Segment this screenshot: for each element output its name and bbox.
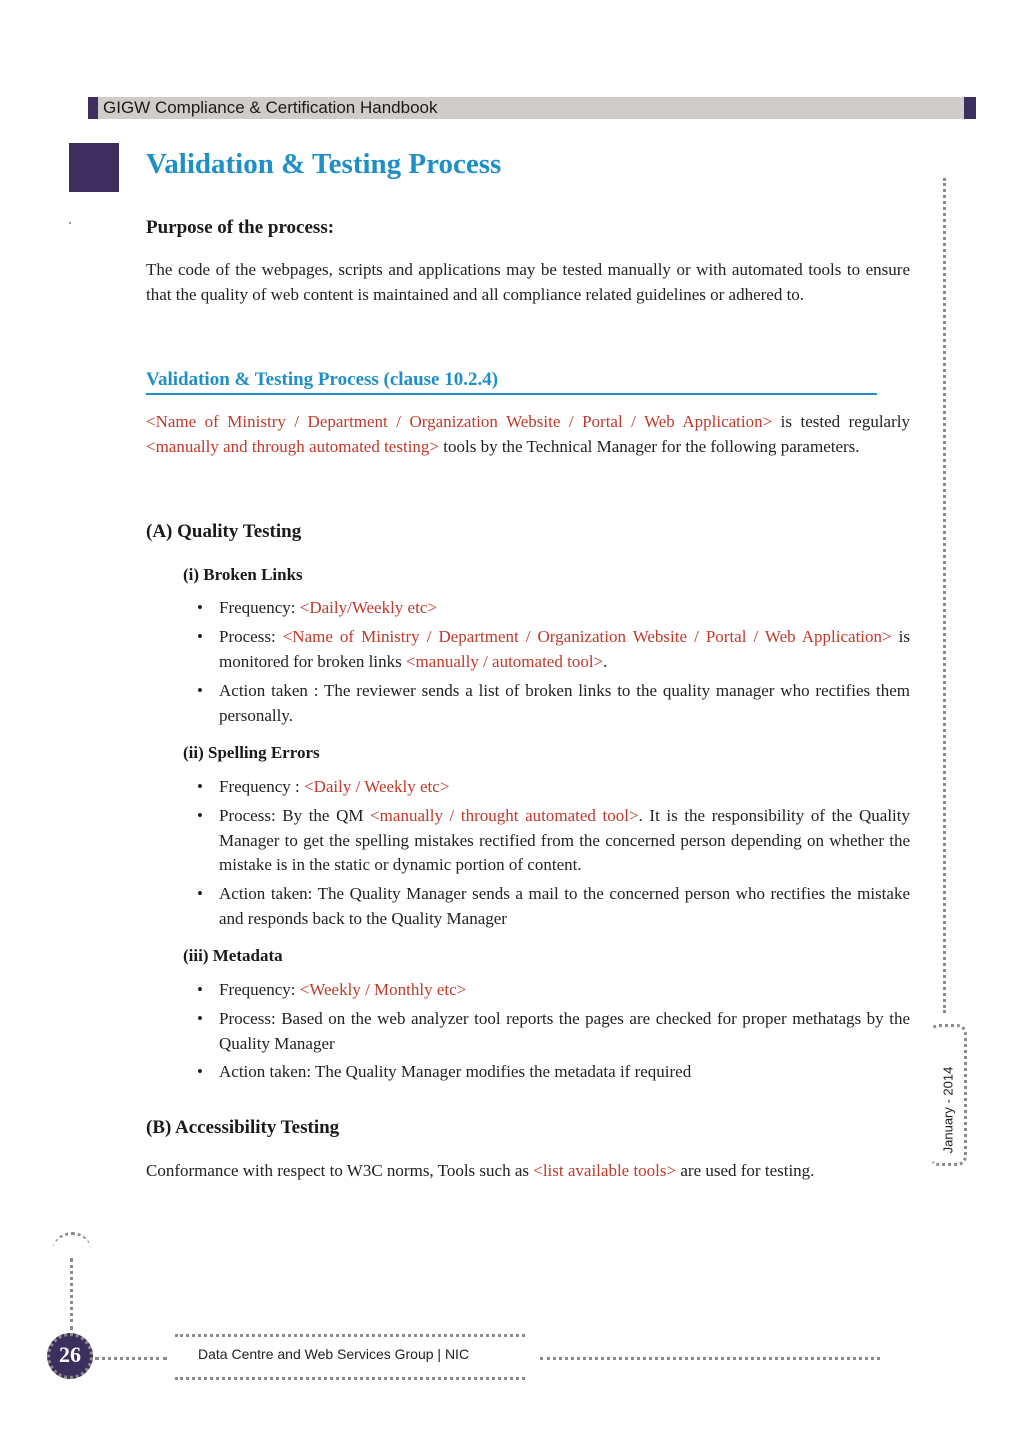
- list-item: [219, 804, 910, 878]
- header-left-marker: [88, 97, 98, 119]
- quality-testing-heading: (A) Quality Testing: [146, 521, 302, 542]
- placeholder-text: <Name of Ministry / Department / Organization Website / Portal / Web Application>: [146, 412, 773, 431]
- purpose-text: The code of the webpages, scripts and applications may be tested manually or with automated tools to ensure that the quality of web content is maintained and all compliance related guidelines or adhered to.: [146, 260, 910, 304]
- placeholder-text: <list available tools>: [533, 1161, 677, 1180]
- item-label: Frequency:: [219, 980, 300, 999]
- decorative-dot: [69, 222, 71, 224]
- side-date: January - 2014: [940, 1066, 956, 1154]
- clause-text: tools by the Technical Manager for the following parameters.: [439, 436, 860, 456]
- footer-text: Data Centre and Web Services Group | NIC: [198, 1346, 470, 1362]
- item-label: Frequency:: [219, 598, 300, 617]
- item-label: Frequency :: [219, 777, 304, 796]
- footer-dotted-line-right: [540, 1357, 880, 1360]
- header-title: GIGW Compliance & Certification Handbook: [103, 98, 438, 117]
- list-item: • Action taken: The Quality Manager sends a mail to the concerned person who rectifies the mistake and responds back to the Quality Manager: [219, 882, 910, 931]
- placeholder-text: <manually / throught automated tool>: [370, 806, 639, 825]
- spelling-errors-heading: (ii) Spelling Errors: [183, 743, 320, 762]
- item-text: are used for testing.: [676, 1161, 815, 1180]
- item-text: is monitored for broken links: [219, 627, 910, 671]
- item-label: Process: By the QM: [219, 806, 371, 825]
- item-text: Conformance with respect to W3C norms, Tools such as: [146, 1161, 534, 1180]
- footer-dotted-line-left: [95, 1357, 167, 1360]
- list-item: • Action taken: The Quality Manager modifies the metadata if required: [219, 1060, 910, 1085]
- side-dotted-line: [943, 178, 946, 1013]
- purpose-heading: Purpose of the process:: [146, 217, 335, 238]
- placeholder-text: <Name of Ministry / Department / Organization Website / Portal / Web Application>: [282, 627, 892, 646]
- placeholder-text: <Weekly / Monthly etc>: [299, 980, 467, 999]
- item-label: Process:: [219, 627, 283, 646]
- metadata-heading: (iii) Metadata: [183, 946, 283, 965]
- list-item: [219, 978, 910, 1003]
- list-item: [219, 625, 910, 674]
- placeholder-text: <Daily/Weekly etc>: [299, 598, 437, 617]
- broken-links-heading: (i) Broken Links: [183, 565, 303, 584]
- accessibility-paragraph: [146, 1159, 910, 1184]
- item-text: .: [603, 651, 608, 671]
- page-number: 26: [59, 1342, 81, 1367]
- list-item: • Process: Based on the web analyzer tool reports the pages are checked for proper methatags by the Quality Manager: [219, 1007, 910, 1056]
- list-item: [219, 596, 910, 621]
- corner-dotted-arc: [52, 1232, 92, 1259]
- clause-paragraph: [146, 410, 910, 459]
- placeholder-text: <Daily / Weekly etc>: [303, 777, 450, 796]
- title-square-decoration: [69, 143, 119, 192]
- placeholder-text: <manually and through automated testing>: [146, 436, 440, 456]
- list-item: [219, 775, 910, 800]
- page-title: Validation & Testing Process: [146, 148, 502, 180]
- list-item: • Action taken : The reviewer sends a list of broken links to the quality manager who rectifies them personally.: [219, 679, 910, 728]
- clause-heading: Validation & Testing Process (clause 10.2.4): [146, 369, 877, 395]
- clause-text: is tested regularly: [772, 412, 910, 431]
- corner-dotted-line: [70, 1258, 73, 1330]
- placeholder-text: <manually / automated tool>: [405, 651, 604, 671]
- accessibility-testing-heading: (B) Accessibility Testing: [146, 1117, 340, 1138]
- item-text: . It is the responsibility of the Quality Manager to get the spelling mistakes rectified from the concerned person depending on whether the mistake is in the static or dynamic portion of content.: [219, 806, 911, 874]
- header-right-marker: [964, 97, 976, 119]
